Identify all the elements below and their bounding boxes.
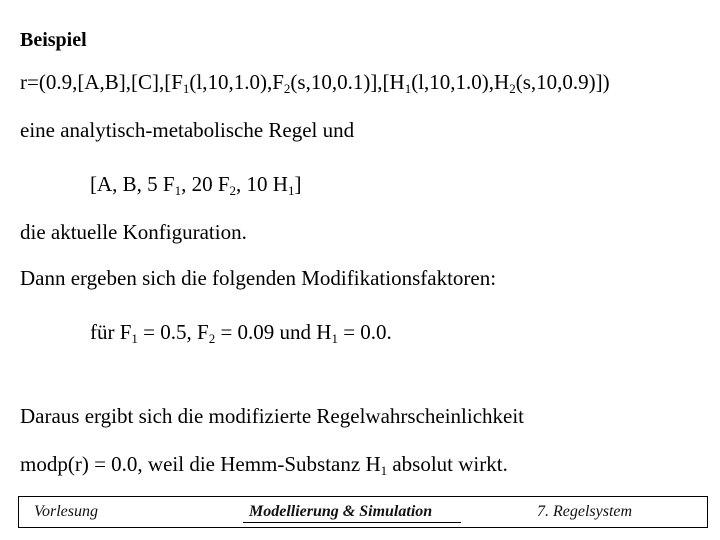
rule-text-5: (s,10,0.9)])	[515, 70, 610, 94]
config-text-1: [A, B, 5 F	[90, 172, 175, 196]
rule-text-4: (l,10,1.0),H	[411, 70, 510, 94]
configuration	[90, 172, 301, 196]
footer-course-title: Modellierung & Simulation	[249, 503, 433, 520]
config-text-4: ]	[294, 172, 302, 196]
config-text-2: , 20 F	[181, 172, 230, 196]
rule-description: eine analytisch-metabolische Regel und	[20, 118, 355, 142]
rule-text-2: (l,10,1.0),F	[189, 70, 284, 94]
modp-text-1: modp(r) = 0.0, weil die Hemm-Substanz H	[20, 452, 381, 476]
factor-text-4: = 0.0.	[337, 320, 392, 344]
rule-definition	[20, 70, 610, 94]
factor-sub-1: 1	[131, 331, 138, 346]
config-text-3: , 10 H	[236, 172, 288, 196]
rule-text-1: r=(0.9,[A,B],[C],[F	[20, 70, 183, 94]
footer-bar	[18, 496, 708, 528]
rule-sub-1: 1	[182, 81, 190, 96]
modification-factors	[90, 320, 392, 344]
configuration-description: die aktuelle Konfiguration.	[20, 220, 247, 244]
footer-lecture: Vorlesung	[34, 503, 98, 520]
config-sub-1: 1	[174, 183, 182, 198]
page-title: Beispiel	[20, 29, 87, 51]
then-line: Dann ergeben sich die folgenden Modifikationsfaktoren:	[20, 266, 497, 290]
factor-sub-2: 2	[208, 331, 216, 346]
footer-chapter: 7. Regelsystem	[537, 503, 633, 520]
modp-text-2: absolut wirkt.	[387, 452, 508, 476]
config-sub-2: 2	[229, 183, 237, 198]
result-line: Daraus ergibt sich die modifizierte Regelwahrscheinlichkeit	[20, 404, 525, 428]
rule-sub-2: 2	[283, 81, 291, 96]
factor-text-2: = 0.5, F	[137, 320, 209, 344]
rule-text-3: (s,10,0.1)],[H	[290, 70, 405, 94]
rule-sub-4: 2	[509, 81, 516, 96]
factor-text-1: für F	[90, 320, 132, 344]
config-sub-3: 1	[287, 183, 295, 198]
modp-sub-1: 1	[380, 463, 388, 478]
footer-title-underline	[243, 522, 461, 523]
rule-sub-3: 1	[404, 81, 412, 96]
factor-text-3: = 0.09 und H	[215, 320, 332, 344]
modp-line	[20, 452, 508, 476]
factor-sub-3: 1	[331, 331, 338, 346]
